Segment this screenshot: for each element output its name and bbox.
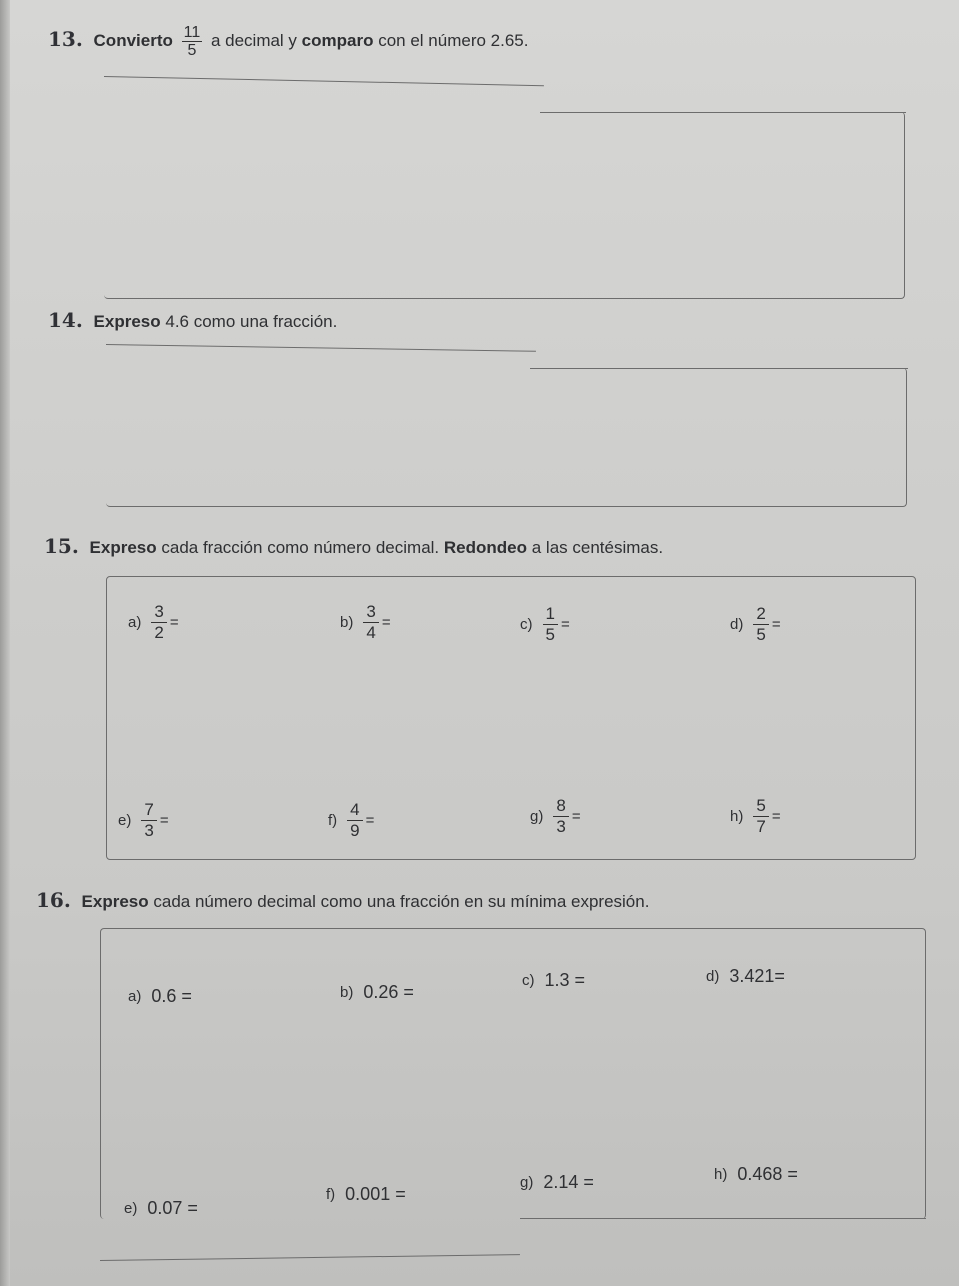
answer-box-13-top-edge — [104, 76, 544, 86]
question-16-bold: Expreso — [81, 892, 149, 911]
q15-item-equals: = — [365, 812, 375, 829]
q16-item-label: f) — [326, 1186, 336, 1203]
q16-item-value: 3.421= — [729, 966, 785, 986]
question-15-tail: a las centésimas. — [531, 538, 664, 557]
question-14-bold: Expreso — [93, 312, 161, 331]
q15-item-numerator: 1 — [543, 604, 558, 625]
q16-item-value: 0.07 = — [147, 1198, 198, 1218]
q16-item-d — [706, 966, 785, 987]
q15-item-label: b) — [340, 614, 354, 631]
question-13-bold: comparo — [301, 30, 374, 50]
q15-item-label: d) — [730, 616, 744, 633]
q15-item-equals: = — [771, 808, 781, 825]
question-16-tail: cada número decimal como una fracción en su mínima expresión. — [153, 892, 650, 911]
q15-item-denominator: 7 — [756, 817, 766, 836]
question-13-fraction-numerator: 11 — [183, 24, 201, 41]
answer-box-15[interactable] — [106, 576, 916, 860]
q16-item-e — [124, 1198, 198, 1219]
q16-item-value: 0.001 = — [345, 1184, 406, 1204]
question-14-tail: 4.6 como una fracción. — [165, 312, 338, 331]
q16-item-f — [326, 1184, 406, 1205]
question-13-mid: a decimal y — [210, 30, 297, 50]
answer-box-13[interactable] — [104, 112, 905, 299]
q16-item-label: h) — [714, 1166, 728, 1183]
q16-item-value: 0.26 = — [363, 982, 414, 1002]
q15-item-denominator: 5 — [756, 625, 766, 644]
answer-box-13-top-right-edge — [540, 112, 906, 113]
q16-item-value: 1.3 = — [544, 970, 586, 990]
q15-item-fraction — [151, 602, 166, 643]
question-13-lead: Convierto — [93, 30, 173, 50]
q15-item-f — [328, 800, 374, 841]
question-13-tail: con el número 2.65. — [378, 30, 529, 50]
q15-item-equals: = — [381, 614, 391, 631]
q15-item-fraction — [543, 604, 558, 645]
q15-item-b — [340, 602, 391, 643]
question-15-mid: cada fracción como número decimal. — [161, 538, 440, 557]
question-16-number: 16. — [36, 888, 71, 912]
answer-box-16[interactable] — [100, 928, 926, 1219]
q15-item-fraction — [141, 800, 156, 841]
answer-box-16-bottom-edge — [100, 1254, 520, 1261]
q16-item-b — [340, 982, 414, 1003]
q15-item-denominator: 4 — [366, 623, 376, 642]
q15-item-numerator: 5 — [753, 796, 768, 817]
q16-item-h — [714, 1164, 798, 1185]
question-15-number: 15. — [44, 534, 79, 558]
q15-item-equals: = — [571, 808, 581, 825]
question-15 — [44, 534, 663, 558]
binding-edge — [0, 0, 10, 1286]
question-13 — [48, 24, 528, 59]
q16-item-label: g) — [520, 1174, 534, 1191]
question-13-fraction-denominator: 5 — [187, 42, 197, 59]
question-15-bold: Expreso — [89, 538, 157, 557]
question-14 — [48, 308, 337, 332]
q15-item-denominator: 3 — [144, 821, 154, 840]
q15-item-label: f) — [328, 812, 338, 829]
q16-item-label: d) — [706, 968, 720, 985]
question-14-number: 14. — [48, 308, 83, 332]
answer-box-14-top-edge — [106, 344, 536, 352]
q16-item-a — [128, 986, 192, 1007]
q15-item-label: c) — [520, 616, 533, 633]
q15-item-fraction — [753, 796, 768, 837]
q15-item-equals: = — [560, 616, 570, 633]
q15-item-e — [118, 800, 169, 841]
q15-item-denominator: 2 — [154, 623, 164, 642]
q15-item-fraction — [363, 602, 378, 643]
question-13-fraction — [182, 24, 203, 59]
q15-item-label: a) — [128, 614, 142, 631]
q15-item-numerator: 3 — [363, 602, 378, 623]
q16-item-value: 0.468 = — [737, 1164, 798, 1184]
q15-item-g — [530, 796, 581, 837]
q15-item-numerator: 4 — [347, 800, 362, 821]
answer-box-14[interactable] — [106, 368, 907, 507]
q16-item-label: b) — [340, 984, 354, 1001]
q15-item-fraction — [753, 604, 768, 645]
q16-item-c — [522, 970, 585, 991]
question-13-number: 13. — [48, 26, 83, 51]
q15-item-denominator: 9 — [350, 821, 360, 840]
q15-item-h — [730, 796, 781, 837]
question-16 — [36, 888, 649, 912]
q16-item-value: 0.6 = — [151, 986, 192, 1006]
q15-item-fraction — [553, 796, 568, 837]
q16-item-value: 2.14 = — [543, 1172, 594, 1192]
q15-item-equals: = — [159, 812, 169, 829]
q15-item-c — [520, 604, 570, 645]
q15-item-label: g) — [530, 808, 544, 825]
q15-item-denominator: 5 — [545, 625, 555, 644]
q15-item-denominator: 3 — [556, 817, 566, 836]
q15-item-fraction — [347, 800, 362, 841]
q15-item-a — [128, 602, 179, 643]
q15-item-d — [730, 604, 781, 645]
q16-item-label: c) — [522, 972, 535, 989]
q15-item-numerator: 2 — [753, 604, 768, 625]
q15-item-numerator: 3 — [151, 602, 166, 623]
q15-item-numerator: 7 — [141, 800, 156, 821]
q15-item-numerator: 8 — [553, 796, 568, 817]
q15-item-equals: = — [771, 616, 781, 633]
q15-item-label: h) — [730, 808, 744, 825]
q16-item-g — [520, 1172, 594, 1193]
q16-item-label: a) — [128, 988, 142, 1005]
q16-item-label: e) — [124, 1200, 138, 1217]
answer-box-16-bottom-right-edge — [520, 1218, 926, 1219]
q15-item-label: e) — [118, 812, 132, 829]
question-15-bold-2: Redondeo — [443, 538, 527, 557]
q15-item-equals: = — [169, 614, 179, 631]
answer-box-14-top-right-edge — [530, 368, 908, 369]
